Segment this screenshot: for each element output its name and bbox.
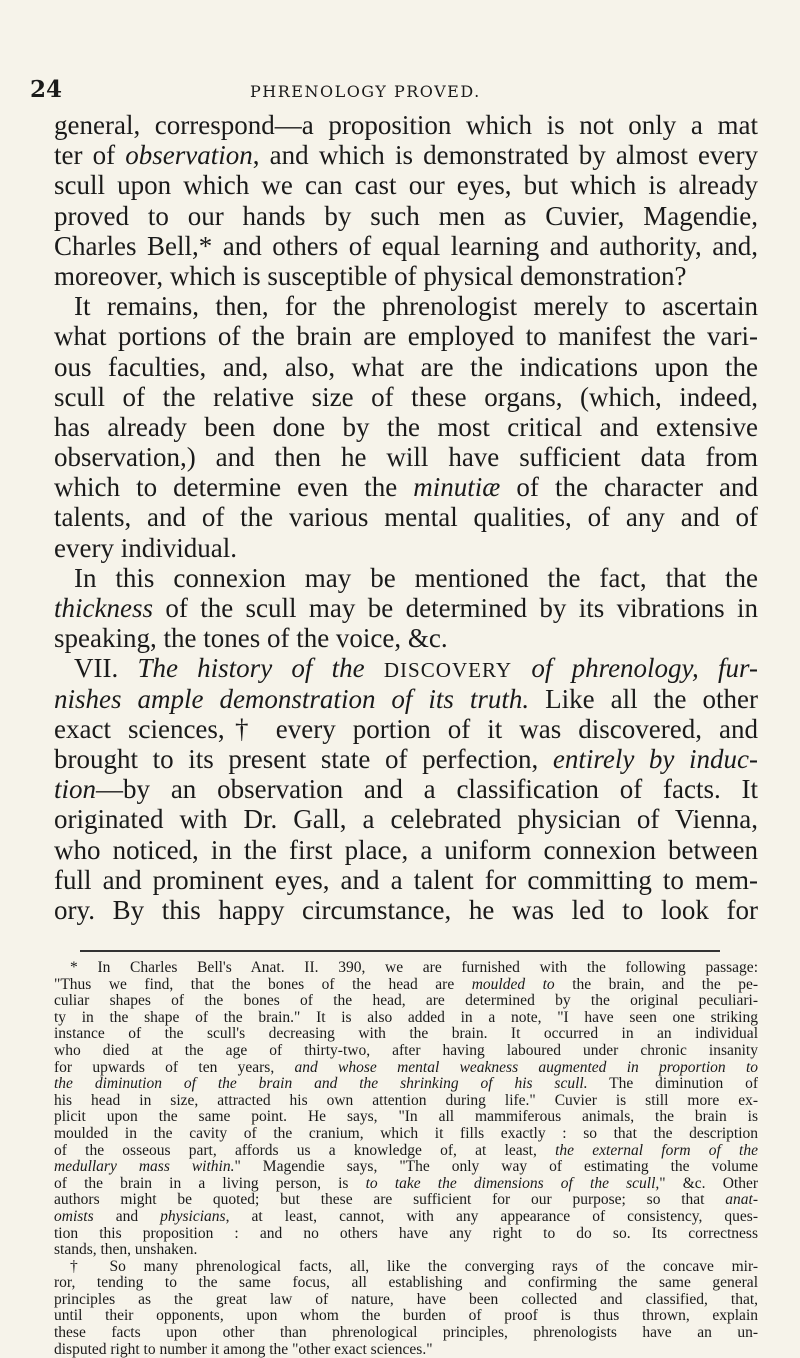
page-header (0, 76, 800, 106)
text-line: general, correspond—a proposition which is not only a mat (54, 110, 758, 140)
text-line: nishes ample demonstration of its truth. Like all the other (54, 683, 758, 714)
footnote-line: his head in size, attracted his own attention during life." Cuvier is still more ex- (54, 1092, 758, 1109)
text-line: It remains, then, for the phrenologist merely to ascertain (74, 291, 758, 322)
page-number: 24 (30, 76, 63, 103)
text-line: which to determine even the minutiæ of the character and (54, 472, 758, 503)
footnote-line: for upwards of ten years, and whose mental weakness augmented in proportion to (54, 1059, 758, 1076)
footnote-line: medullary mass within." Magendie says, "The only way of estimating the volume (54, 1159, 758, 1176)
footnote-divider (80, 950, 720, 952)
footnote-line: ty in the shape of the brain." It is also added in a note, "I have seen one striking (54, 1009, 758, 1026)
text-line: scull of the relative size of these organs, (which, indeed, (54, 381, 758, 412)
text-line: full and prominent eyes, and a talent for committing to mem- (54, 864, 758, 895)
text-line: ous faculties, and, also, what are the indications upon the (54, 351, 758, 382)
footnote-line: authors might be quoted; but these are sufficient for our purpose; so that anat- (54, 1192, 758, 1209)
footnote-line: until their opponents, upon whom the burden of proof is thus thrown, explain (54, 1308, 758, 1325)
text-line: speaking, the tones of the voice, &c. (54, 623, 448, 654)
footnote-line: instance of the scull's decreasing with the brain. It occurred in an individual (54, 1026, 758, 1043)
footnote-line: of the brain in a living person, is to take the dimensions of the scull," &c. Other (54, 1175, 758, 1192)
text-line: brought to its present state of perfection, entirely by induc- (54, 743, 758, 774)
footnote-line: principles as the great law of nature, have been collected and classified, that, (54, 1291, 758, 1308)
footnote-line: disputed right to number it among the "other exact sciences." (54, 1341, 433, 1358)
footnote-line: of the osseous part, affords us a knowledge of, at least, the external form of the (54, 1142, 758, 1159)
footnote-line: moulded in the cavity of the cranium, which it fills exactly : so that the description (54, 1125, 758, 1142)
footnote-line: the diminution of the brain and the shrinking of his scull. The diminution of (54, 1076, 758, 1093)
running-head: PHRENOLOGY PROVED. (250, 82, 481, 101)
footnote-line: † So many phrenological facts, all, like the converging rays of the concave mir- (70, 1258, 758, 1275)
section-heading-line: VII. The history of the DISCOVERY of phrenology, fur- (74, 653, 758, 684)
text-line: who noticed, in the first place, a uniform connexion between (54, 834, 758, 865)
footnote-line: tion this proposition : and no others have any right to do so. Its correctness (54, 1225, 758, 1242)
text-line: exact sciences,† every portion of it was discovered, and (54, 713, 758, 744)
text-line: tion—by an observation and a classification of facts. It (54, 774, 758, 805)
footnotes (54, 960, 758, 1358)
footnote-line: omists and physicians, at least, cannot, with any appearance of consistency, ques- (54, 1208, 758, 1225)
footnote-line: these facts upon other than phrenological principles, phrenologists have an un- (54, 1325, 758, 1342)
footnote-line: * In Charles Bell's Anat. II. 390, we are furnished with the following passage: (70, 960, 758, 976)
text-line: every individual. (54, 532, 237, 563)
main-text (54, 110, 758, 925)
footnote-line: "Thus we find, that the bones of the head are moulded to the brain, and the pe- (54, 976, 758, 993)
footnote-line: ror, tending to the same focus, all establishing and confirming the same general (54, 1275, 758, 1292)
text-line: scull upon which we can cast our eyes, but which is already (54, 170, 758, 201)
text-line: observation,) and then he will have sufficient data from (54, 442, 758, 473)
text-line: what portions of the brain are employed to manifest the vari- (54, 321, 758, 352)
text-line: originated with Dr. Gall, a celebrated physician of Vienna, (54, 804, 758, 835)
text-line: ory. By this happy circumstance, he was led to look for (54, 894, 758, 925)
text-line: proved to our hands by such men as Cuvier, Magendie, (54, 200, 758, 231)
footnote-line: who died at the age of thirty-two, after having laboured under chronic insanity (54, 1042, 758, 1059)
text-line: Charles Bell,* and others of equal learning and authority, and, (54, 230, 758, 261)
text-line: has already been done by the most critical and extensive (54, 411, 758, 442)
text-line: moreover, which is susceptible of physical demonstration? (54, 260, 687, 291)
footnote-line: stands, then, unshaken. (54, 1242, 198, 1259)
text-line: talents, and of the various mental qualities, of any and of (54, 502, 758, 533)
text-line: thickness of the scull may be determined by its vibrations in (54, 593, 758, 623)
footnote-line: culiar shapes of the bones of the head, are determined by the original peculiari- (54, 993, 758, 1010)
text-line: ter of observation, and which is demonstrated by almost every (54, 140, 758, 171)
footnote-line: plicit upon the same point. He says, "In all mammiferous animals, the brain is (54, 1109, 758, 1126)
text-line: In this connexion may be mentioned the fact, that the (74, 562, 758, 593)
